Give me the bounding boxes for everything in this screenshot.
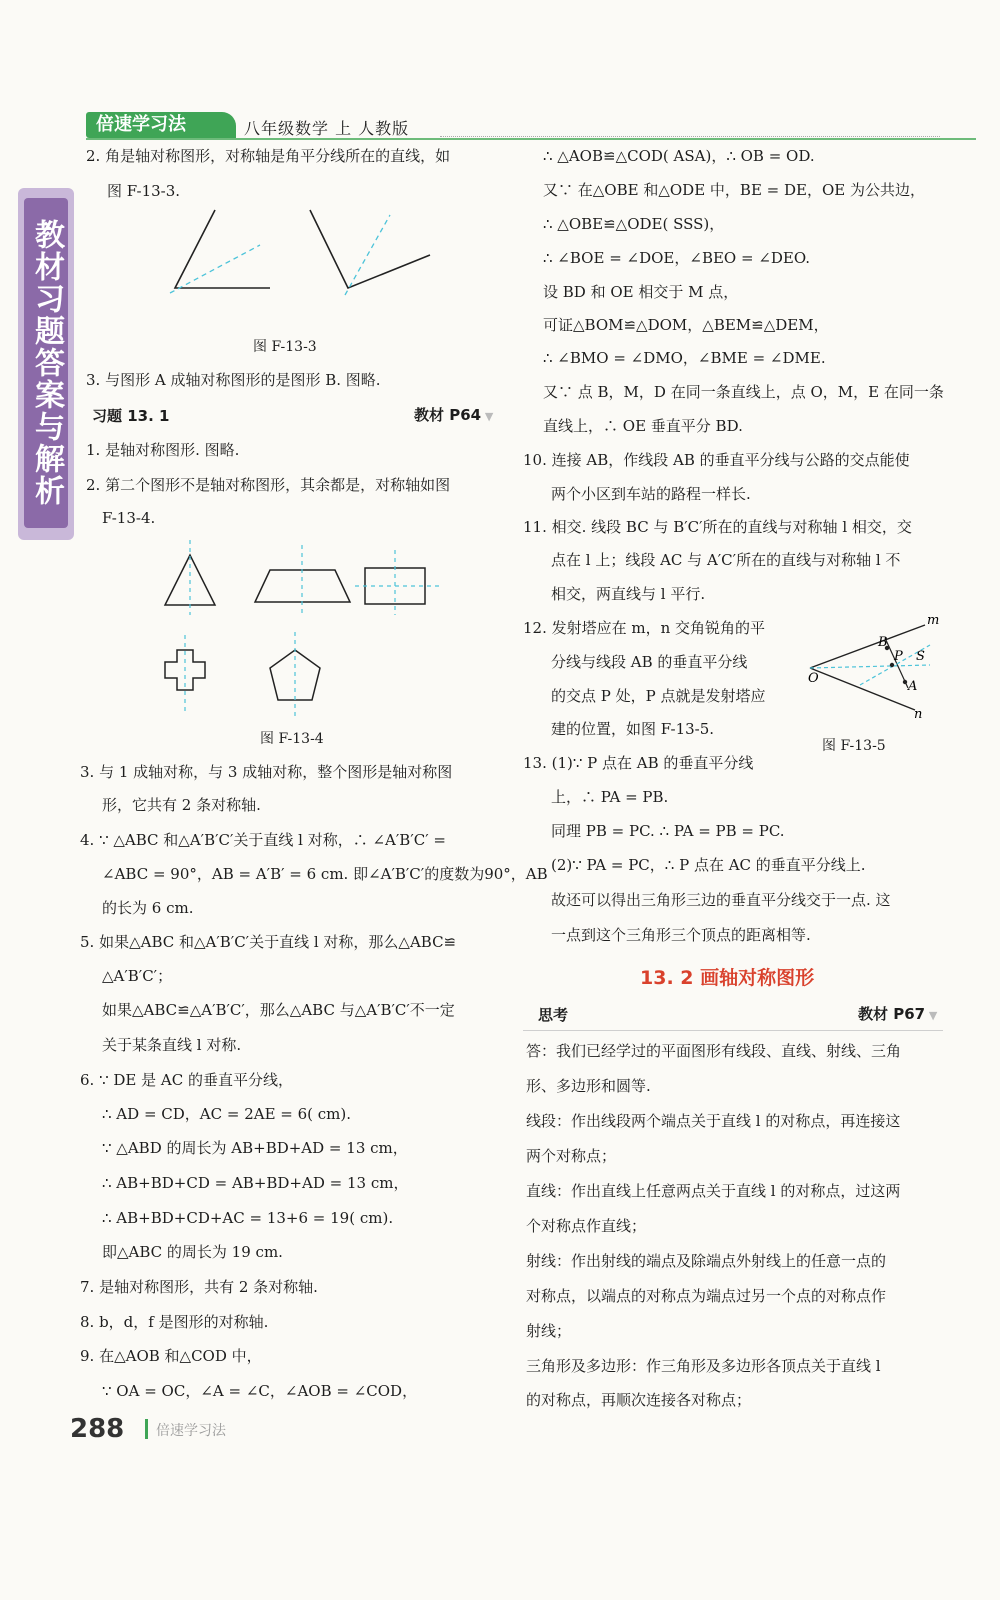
side-tab [18, 188, 74, 540]
left-line: 2. 角是轴对称图形，对称轴是角平分线所在的直线，如 [86, 147, 451, 165]
right-line: 直线上，∴ OE 垂直平分 BD. [543, 417, 743, 435]
footer-brand: 倍速学习法 [156, 1423, 226, 1439]
angle-bisector [810, 665, 930, 668]
think-title: 思考 [538, 1006, 569, 1024]
right-line: 答：我们已经学过的平面图形有线段、直线、射线、三角 [526, 1042, 902, 1060]
left-line: ∴ AD = CD，AC = 2AE = 6( cm). [102, 1105, 352, 1123]
right-line: 三角形及多边形：作三角形及多边形各顶点关于直线 l [526, 1357, 881, 1375]
left-line: 7. 是轴对称图形，共有 2 条对称轴. [80, 1278, 318, 1296]
section-title: 习题 13. 1 [92, 407, 170, 425]
right-line: ∴ △OBE≌△ODE( SSS)， [543, 215, 725, 233]
left-line: 3. 与 1 成轴对称，与 3 成轴对称，整个图形是轴对称图 [80, 763, 453, 781]
book-title: 八年级数学 上 人教版 [244, 119, 410, 138]
right-line: 射线：作出射线的端点及除端点外射线上的任意一点的 [526, 1252, 887, 1270]
label-s: S [916, 649, 925, 664]
label-p: P [894, 649, 903, 664]
figure-caption: 图 F-13-3 [253, 339, 317, 355]
figure-caption: 图 F-13-4 [260, 731, 324, 747]
think-ref: 教材 P67 ▼ [858, 1005, 938, 1023]
right-line: 设 BD 和 OE 相交于 M 点， [543, 283, 739, 301]
left-line: 关于某条直线 l 对称. [102, 1036, 242, 1054]
left-line: 形，它共有 2 条对称轴. [102, 796, 261, 814]
right-line: 同理 PB = PC. ∴ PA = PB = PC. [551, 822, 785, 840]
left-line: F-13-4. [102, 509, 156, 527]
right-line: 可证△BOM≌△DOM，△BEM≌△DEM， [543, 316, 829, 334]
header-dots [440, 136, 940, 137]
right-line: ∴ △AOB≌△COD( ASA)，∴ OB = OD. [543, 147, 815, 165]
bisector-right [345, 215, 390, 295]
label-b: B [878, 635, 888, 650]
right-line: (2)∵ PA = PC，∴ P 点在 AC 的垂直平分线上. [551, 856, 866, 874]
side-tab-label: 教材习题答案与解析 [24, 198, 68, 528]
section-ref: 教材 P64 ▼ [414, 406, 494, 424]
right-line: 12. 发射塔应在 m，n 交角锐角的平 [523, 619, 766, 637]
right-line: ∴ ∠BMO = ∠DMO，∠BME = ∠DME. [543, 349, 826, 367]
right-line: 相交，两直线与 l 平行. [551, 585, 706, 603]
right-line: 射线； [526, 1322, 572, 1340]
right-line: 两个对称点； [526, 1147, 617, 1165]
right-line: 一点到这个三角形三个顶点的距离相等. [551, 926, 811, 944]
left-line: ∵ OA = OC，∠A = ∠C，∠AOB = ∠COD， [102, 1382, 418, 1400]
left-line: ∴ AB+BD+CD = AB+BD+AD = 13 cm， [102, 1174, 409, 1192]
page-number: 288 [70, 1414, 125, 1444]
left-line: ∴ AB+BD+CD+AC = 13+6 = 19( cm). [102, 1209, 394, 1227]
left-line: 即△ABC 的周长为 19 cm. [102, 1243, 283, 1261]
right-line: 又∵ 点 B，M，D 在同一条直线上，点 O，M，E 在同一条 [543, 383, 944, 401]
left-line: ∵ △ABD 的周长为 AB+BD+AD = 13 cm， [102, 1139, 408, 1157]
right-line: 11. 相交. 线段 BC 与 B′C′所在的直线与对称轴 l 相交，交 [523, 518, 912, 536]
divider [523, 1030, 943, 1031]
right-line: 上，∴ PA = PB. [551, 788, 669, 806]
bisector-left [170, 245, 260, 293]
figure-caption: 图 F-13-5 [822, 738, 886, 754]
line-m [810, 625, 925, 668]
right-line: 两个小区到车站的路程一样长. [551, 485, 751, 503]
right-line: 个对称点作直线； [526, 1217, 647, 1235]
brand-logo: 倍速学习法 [86, 112, 236, 138]
right-line: 的对称点，再顺次连接各对称点； [526, 1391, 752, 1409]
left-line: ∠ABC = 90°，AB = A′B′ = 6 cm. 即∠A′B′C′的度数为90°，AB [102, 865, 548, 883]
figure-f-13-4 [155, 540, 465, 720]
right-line: 建的位置，如图 F-13-5. [551, 720, 715, 738]
label-a: A [908, 679, 918, 694]
right-line: 13. (1)∵ P 点在 AB 的垂直平分线 [523, 754, 754, 772]
left-line: 的长为 6 cm. [102, 899, 194, 917]
label-o: O [808, 671, 819, 686]
right-line: 分线与线段 AB 的垂直平分线 [551, 653, 748, 671]
figure-f-13-5 [790, 610, 950, 730]
right-line: 线段：作出线段两个端点关于直线 l 的对称点，再连接这 [526, 1112, 901, 1130]
left-line: 9. 在△AOB 和△COD 中， [80, 1347, 262, 1365]
angle-right [310, 210, 430, 288]
left-line: 如果△ABC≌△A′B′C′，那么△ABC 与△A′B′C′不一定 [102, 1001, 455, 1019]
angle-left [175, 210, 270, 288]
left-line: 4. ∵ △ABC 和△A′B′C′关于直线 l 对称，∴ ∠A′B′C′ = [80, 831, 446, 849]
right-line: ∴ ∠BOE = ∠DOE，∠BEO = ∠DEO. [543, 249, 811, 267]
figure-f-13-3 [160, 205, 440, 315]
right-line: 形、多边形和圆等. [526, 1077, 651, 1095]
left-line: 2. 第二个图形不是轴对称图形，其余都是，对称轴如图 [86, 476, 451, 494]
right-line: 10. 连接 AB，作线段 AB 的垂直平分线与公路的交点能使 [523, 451, 910, 469]
point-a [903, 680, 907, 684]
left-line: 1. 是轴对称图形. 图略. [86, 441, 240, 459]
left-line: 6. ∵ DE 是 AC 的垂直平分线， [80, 1071, 293, 1089]
right-line: 故还可以得出三角形三边的垂直平分线交于一点. 这 [551, 891, 891, 909]
line-n [810, 668, 918, 710]
right-line: 的交点 P 处，P 点就是发射塔应 [551, 687, 766, 705]
right-line: 又∵ 在△OBE 和△ODE 中，BE = DE，OE 为公共边， [543, 181, 925, 199]
right-line: 直线：作出直线上任意两点关于直线 l 的对称点，过这两 [526, 1182, 901, 1200]
left-line: 8. b，d，f 是图形的对称轴. [80, 1313, 269, 1331]
right-line: 点在 l 上；线段 AC 与 A′C′所在的直线与对称轴 l 不 [551, 551, 901, 569]
right-line: 对称点，以端点的对称点为端点过另一个点的对称点作 [526, 1287, 887, 1305]
left-line: 图 F-13-3. [107, 182, 181, 200]
section-heading: 13. 2 画轴对称图形 [640, 967, 815, 989]
label-n: n [914, 707, 923, 722]
header-rule [86, 138, 976, 140]
footer-accent [145, 1419, 148, 1439]
left-line: 3. 与图形 A 成轴对称图形的是图形 B. 图略. [86, 371, 381, 389]
label-m: m [927, 613, 940, 628]
left-line: 5. 如果△ABC 和△A′B′C′关于直线 l 对称，那么△ABC≌ [80, 933, 457, 951]
left-line: △A′B′C′； [102, 967, 173, 985]
